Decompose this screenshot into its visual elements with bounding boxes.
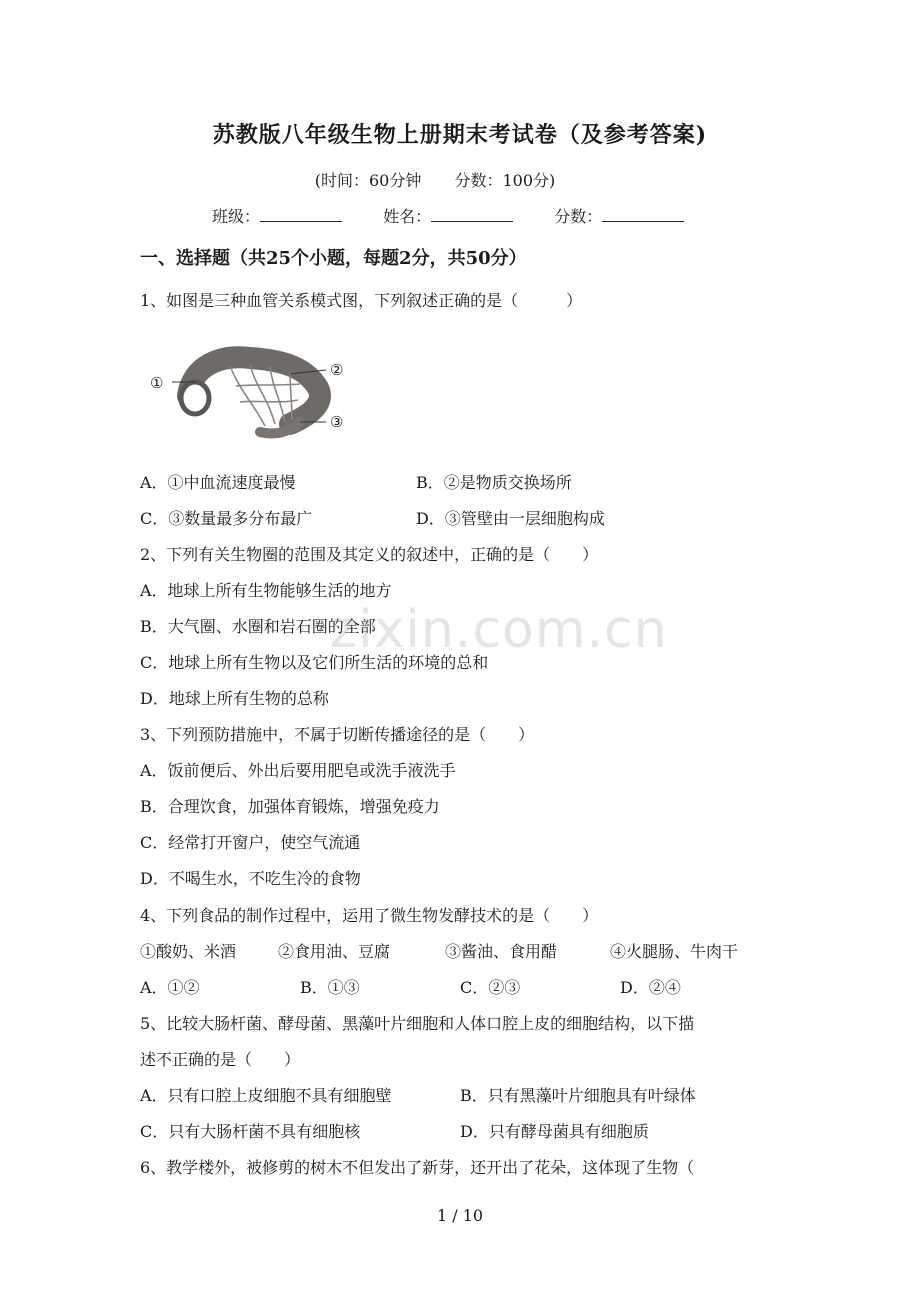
q1-option-c: C．③数量最多分布最广 — [140, 509, 313, 528]
blood-vessel-diagram — [140, 336, 360, 456]
q3-option-d: D．不喝生水，不吃生冷的食物 — [140, 869, 361, 888]
question-3-stem: 3、下列预防措施中，不属于切断传播途径的是（ ） — [140, 725, 535, 744]
label-1: ① — [150, 374, 164, 392]
q2-option-d: D．地球上所有生物的总称 — [140, 689, 329, 708]
q4-option-c: C．②③ — [460, 978, 521, 997]
q2-option-b: B．大气圈、水圈和岩石圈的全部 — [140, 617, 376, 636]
q5-option-b: B．只有黑藻叶片细胞具有叶绿体 — [460, 1086, 696, 1105]
question-6-stem: 6、教学楼外，被修剪的树木不但发出了新芽，还开出了花朵，这体现了生物（ — [140, 1158, 695, 1177]
exam-subtitle — [0, 168, 870, 191]
q4-item-1: ①酸奶、米酒 — [140, 942, 237, 961]
page-number: 1 / 10 — [436, 1206, 484, 1225]
q5-option-a: A．只有口腔上皮细胞不具有细胞壁 — [140, 1086, 392, 1105]
name-label: 姓名： — [383, 207, 432, 226]
q5-option-c: C．只有大肠杆菌不具有细胞核 — [140, 1122, 361, 1141]
class-blank — [260, 207, 342, 222]
exam-title: 苏教版八年级生物上册期末考试卷（及参考答案) — [212, 122, 708, 148]
artery-opening — [181, 382, 209, 414]
q4-item-2: ②食用油、豆腐 — [278, 942, 391, 961]
q3-option-a: A．饭前便后、外出后要用肥皂或洗手液洗手 — [140, 761, 456, 780]
q4-option-b: B．①③ — [300, 978, 360, 997]
q5-option-d: D．只有酵母菌具有细胞质 — [460, 1122, 649, 1141]
time-info: (时间：60分钟 — [314, 171, 422, 190]
q3-option-c: C．经常打开窗户，使空气流通 — [140, 833, 361, 852]
q2-option-c: C．地球上所有生物以及它们所生活的环境的总和 — [140, 653, 489, 672]
name-field — [383, 204, 513, 227]
question-2-stem: 2、下列有关生物圈的范围及其定义的叙述中，正确的是（ ） — [140, 545, 599, 564]
question-4-stem: 4、下列食品的制作过程中，运用了微生物发酵技术的是（ ） — [140, 906, 599, 925]
score-info: 分数：100分) — [454, 171, 556, 190]
class-label: 班级： — [212, 207, 261, 226]
q4-item-4: ④火腿肠、牛肉干 — [610, 942, 739, 961]
q3-option-b: B．合理饮食，加强体育锻炼，增强免疫力 — [140, 797, 440, 816]
class-field — [212, 204, 342, 227]
q1-option-b: B．②是物质交换场所 — [416, 473, 572, 492]
student-info-row — [212, 204, 720, 227]
label-2: ② — [330, 361, 344, 379]
name-blank — [431, 207, 513, 222]
score-label: 分数： — [554, 207, 603, 226]
q2-option-a: A．地球上所有生物能够生活的地方 — [140, 581, 392, 600]
score-field — [554, 204, 684, 227]
q4-option-d: D．②④ — [620, 978, 681, 997]
q4-item-3: ③酱油、食用醋 — [445, 942, 558, 961]
question-1-stem: 1、如图是三种血管关系模式图，下列叙述正确的是（ ） — [140, 291, 583, 310]
question-5-stem-line1: 5、比较大肠杆菌、酵母菌、黑藻叶片细胞和人体口腔上皮的细胞结构，以下描 — [140, 1014, 695, 1033]
score-blank — [602, 207, 684, 222]
label-3: ③ — [330, 413, 344, 431]
watermark-text: zixin.com.cn — [330, 600, 668, 660]
q1-option-a: A．①中血流速度最慢 — [140, 473, 296, 492]
question-5-stem-line2: 述不正确的是（ ） — [140, 1050, 301, 1069]
q4-option-a: A．①② — [140, 978, 200, 997]
q1-option-d: D．③管壁由一层细胞构成 — [416, 509, 605, 528]
section-heading: 一、选择题（共25个小题，每题2分，共50分） — [140, 248, 527, 269]
